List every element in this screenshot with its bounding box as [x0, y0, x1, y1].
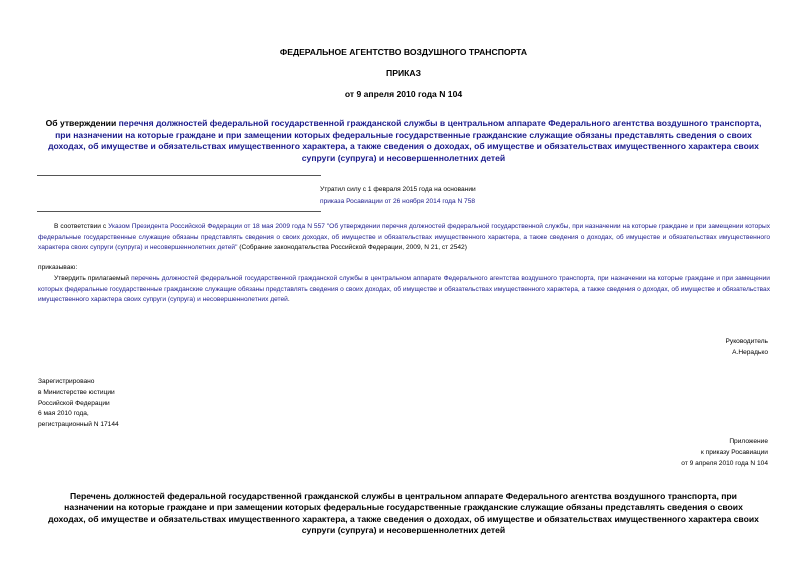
p2-prefix: Утвердить прилагаемый: [54, 275, 132, 282]
p2-suffix: .: [287, 296, 290, 304]
registration-line: 6 мая 2010 года,: [38, 410, 89, 418]
order-paragraph: [38, 274, 770, 306]
registration-line: в Министерстве юстиции: [38, 388, 115, 396]
appendix-line: к приказу Росавиации: [700, 448, 768, 456]
status-link[interactable]: приказа Росавиации от 26 ноября 2014 года N 758: [320, 197, 476, 205]
decree-link[interactable]: Указом Президента Российской Федерации от 18 мая 2009 года N 557 "Об утверждении перечня должностей федеральной государственной службы, при назначении на которые граждане и при замещении которых федеральные государственные служащие обязаны представлять сведения о своих доходах, об имуществе и обязательствах имущественного характера, а также сведения о доходах, об имуществе и обязательствах имущественного характера своих супруги (супруга) и несовершеннолетних детей": [38, 223, 770, 252]
registration-line: регистрационный N 17144: [38, 421, 119, 429]
title-prefix: Об утверждении: [45, 118, 119, 128]
signature-role: Руководитель: [725, 338, 768, 345]
p1-suffix: (Собрание законодательства Российской Федерации, 2009, N 21, ст 2542): [237, 244, 467, 252]
signature-name: А.Нерадько: [732, 349, 768, 356]
agency-name: ФЕДЕРАЛЬНОЕ АГЕНТСТВО ВОЗДУШНОГО ТРАНСПОРТА: [279, 47, 528, 57]
registration-line: Российской Федерации: [38, 399, 110, 407]
divider-top: [37, 175, 321, 176]
divider-bottom: [37, 211, 321, 212]
preamble-paragraph: [38, 222, 770, 254]
document-date: от 9 апреля 2010 года N 104: [344, 89, 463, 99]
registration-line: Зарегистрировано: [38, 378, 95, 385]
list-title: Перечень должностей федеральной государственной гражданской службы в центральном аппарате Федерального агентства воздушного транспорта, при назначении на которые граждане и при замещении которых федеральные государственные гражданские служащие обязаны представлять сведения о своих доходах, об имуществе и обязательствах имущественного характера, а также сведения о доходах, об имуществе и обязательствах имущественного характера своих супруги (супруга) и несовершеннолетних детей: [48, 491, 759, 536]
title-link[interactable]: перечня должностей федеральной государственной гражданской службы в центральном аппарате Федерального агентства воздушного транспорта, при назначении на которые граждане и при замещении которых федеральные государственные гражданские служащие обязаны представлять сведения о своих доходах, об имуществе и обязательствах имущественного характера, а также сведения о доходах, об имуществе и обязательствах имущественного характера своих супруги (супруга) и несовершеннолетних детей: [48, 118, 762, 163]
status-line: Утратил силу с 1 февраля 2015 года на основании: [320, 186, 476, 193]
p1-prefix: В соответствии с: [54, 223, 109, 230]
document-title: [40, 118, 767, 164]
document-type: ПРИКАЗ: [386, 68, 421, 78]
list-link[interactable]: перечень должностей федеральной государственной гражданской службы в центральном аппарате Федерального агентства воздушного транспорта, при назначении на которые граждане и при замещении которых федеральные государственные гражданские служащие обязаны представлять сведения о своих доходах, об имуществе и обязательствах имущественного характера, а также сведения о доходах, об имуществе и обязательствах имущественного характера своих супруги (супруга) и несовершеннолетних детей: [38, 275, 770, 304]
appendix-block: [681, 437, 768, 469]
status-note: [320, 184, 476, 207]
signature-block: [726, 336, 768, 358]
appendix-line: от 9 апреля 2010 года N 104: [681, 459, 768, 467]
registration-block: [38, 377, 119, 431]
appendix-line: Приложение: [729, 438, 768, 445]
order-word: приказываю:: [38, 264, 78, 271]
